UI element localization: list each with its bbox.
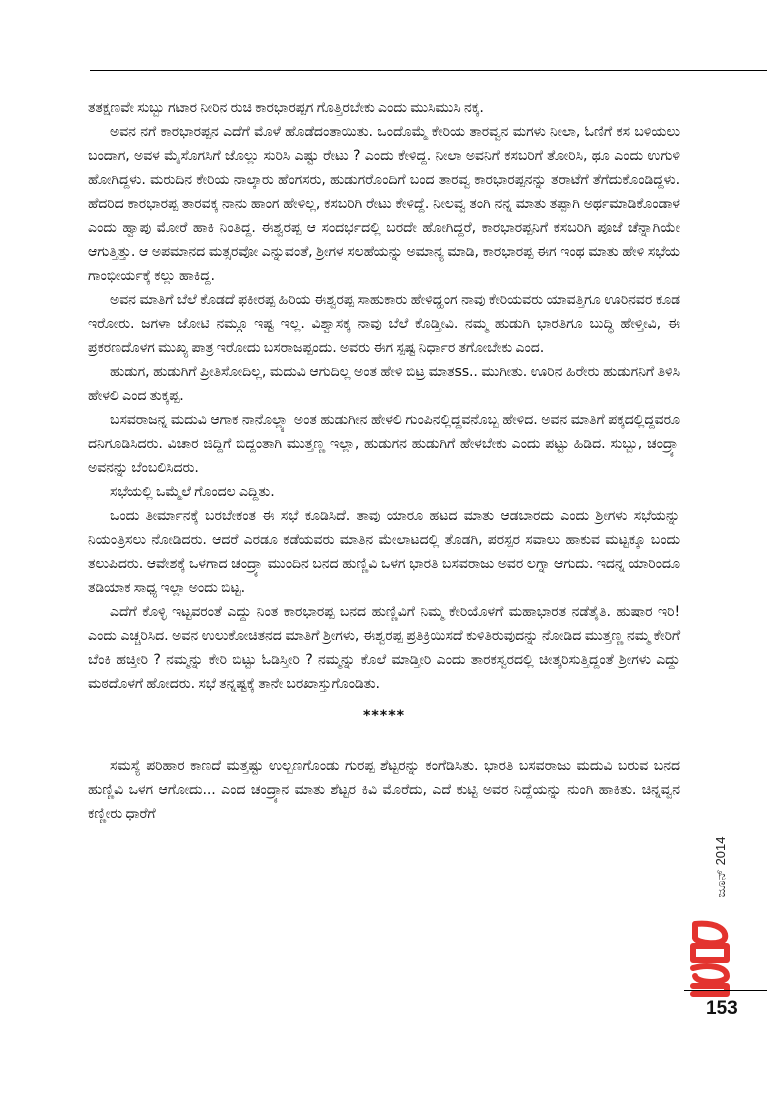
page-number-rule — [684, 990, 767, 991]
paragraph-8: ಎದೆಗೆ ಕೊಳ್ಳಿ ಇಟ್ಟವರಂತೆ ಎದ್ದು ನಿಂತ ಕಾರಭಾರಪ್ಪ ಬನದ ಹುಣ್ಣಿವಿಗೆ ನಿಮ್ಮ ಕೇರಿಯೊಳಗೆ ಮಹಾಭಾರತ ನಡೆತೈತಿ. ಹುಷಾರ ಇರಿ! ಎಂದು ಎಚ್ಚರಿಸಿದ. ಅವನ ಉಲುಕೋಚಿತನದ ಮಾತಿಗೆ ಶ್ರೀಗಳು, ಈಶ್ವರಪ್ಪ ಪ್ರತಿಕ್ರಿಯಿಸದೆ ಕುಳಿತಿರುವುದನ್ನು ನೋಡಿದ ಮುತ್ತಣ್ಣ ನಮ್ಮ ಕೇರಿಗೆ ಬೆಂಕಿ ಹಚ್ತೀರಿ ? ನಮ್ಮನ್ನು ಕೇರಿ ಬಿಟ್ಟು ಓಡಿಸ್ತೀರಿ ? ನಮ್ಮನ್ನು ಕೊಲೆ ಮಾಡ್ತೀರಿ ಎಂದು ತಾರಕಸ್ವರದಲ್ಲಿ ಚೀತ್ಕರಿಸುತ್ತಿದ್ದಂತೆ ಶ್ರೀಗಳು ಎದ್ದು ಮಠದೊಳಗೆ ಹೋದರು. ಸಭೆ ತನ್ನಷ್ಟಕ್ಕೆ ತಾನೇ ಬರಖಾಸ್ತುಗೊಂಡಿತು. — [88, 604, 680, 692]
paragraph-4: ಹುಡುಗ, ಹುಡುಗಿಗೆ ಪ್ರೀತಿಸೋದಿಲ್ಲ, ಮದುವಿ ಆಗುದಿಲ್ಲ ಅಂತ ಹೇಳಿ ಬಿಟ್ರ ಮಾತss.. ಮುಗೀತು. ಊರಿನ ಹಿರೇರು ಹುಡುಗನಿಗೆ ತಿಳಿಸಿ ಹೇಳಲಿ ಎಂದ ತುಕ್ಕಪ್ಪ. — [88, 364, 680, 404]
top-rule — [90, 70, 767, 71]
paragraph-7: ಒಂದು ತೀರ್ಮಾನಕ್ಕೆ ಬರಬೇಕಂತ ಈ ಸಭೆ ಕೂಡಿಸಿದೆ. ತಾವು ಯಾರೂ ಹಟದ ಮಾತು ಆಡಬಾರದು ಎಂದು ಶ್ರೀಗಳು ಸಭೆಯನ್ನು ನಿಯಂತ್ರಿಸಲು ನೋಡಿದರು. ಆದರೆ ಎರಡೂ ಕಡೆಯವರು ಮಾತಿನ ಮೇಲಾಟದಲ್ಲಿ ತೊಡಗಿ, ಪರಸ್ಪರ ಸವಾಲು ಹಾಕುವ ಮಟ್ಟಕ್ಕೂ ಬಂದು ತಲುಪಿದರು. ಆವೇಶಕ್ಕೆ ಒಳಗಾದ ಚಂದ್ರ್ಯಾ ಮುಂದಿನ ಬನದ ಹುಣ್ಣಿವಿ ಒಳಗ ಭಾರತಿ ಬಸವರಾಜು ಅವರ ಲಗ್ನಾ ಆಗುದು. ಇದನ್ನ ಯಾರಿಂದೂ ತಡಿಯಾಕ ಸಾಧ್ಯ ಇಲ್ಲಾ ಅಂದು ಬಿಟ್ಟ. — [88, 508, 680, 596]
magazine-side-strip — [690, 800, 744, 996]
article-body — [88, 96, 680, 826]
paragraph-1: ತತಕ್ಷಣವೇ ಸುಬ್ಬು ಗಟಾರ ನೀರಿನ ರುಚಿ ಕಾರಭಾರಪ್ಪಗ ಗೊತ್ತಿರಬೇಕು ಎಂದು ಮುಸಿಮುಸಿ ನಕ್ಕ. — [88, 100, 484, 116]
page-number: 153 — [706, 998, 738, 1019]
mayura-logo-icon — [687, 920, 733, 998]
issue-date: ಜೂನ್ 2014 — [713, 836, 728, 898]
paragraph-3: ಅವನ ಮಾತಿಗೆ ಬೆಲೆ ಕೊಡದೆ ಫಕೀರಪ್ಪ ಹಿರಿಯ ಈಶ್ವರಪ್ಪ ಸಾಹುಕಾರು ಹೇಳಿದ್ಹಂಗ ನಾವು ಕೇರಿಯವರು ಯಾವತ್ತಿಗೂ ಊರಿನವರ ಕೂಡ ಇರೋರು. ಜಗಳಾ ಜೋಟಿ ನಮ್ಗೂ ಇಷ್ಟ ಇಲ್ಲ. ವಿಶ್ವಾಸಕ್ಕ ನಾವು ಬೆಲೆ ಕೊಡ್ತೀವಿ. ನಮ್ಮ ಹುಡುಗಿ ಭಾರತಿಗೂ ಬುದ್ಧಿ ಹೇಳ್ತೀವಿ, ಈ ಪ್ರಕರಣದೊಳಗ ಮುಖ್ಯ ಪಾತ್ರ ಇರೋದು ಬಸರಾಜಪ್ಪಂದು. ಅವರು ಈಗ ಸ್ಪಷ್ಟ ನಿರ್ಧಾರ ತಗೋಬೇಕು ಎಂದ. — [88, 292, 680, 356]
paragraph-6: ಸಭೆಯಲ್ಲಿ ಒಮ್ಮೆಲೆ ಗೊಂದಲ ಎದ್ದಿತು. — [110, 484, 275, 500]
paragraph-2: ಅವನ ನಗೆ ಕಾರಭಾರಪ್ಪನ ಎದೆಗೆ ಮೊಳೆ ಹೊಡೆದಂತಾಯಿತು. ಒಂದೊಮ್ಮೆ ಕೇರಿಯ ತಾರವ್ವನ ಮಗಳು ನೀಲಾ, ಓಣಿಗೆ ಕಸ ಬಳಿಯಲು ಬಂದಾಗ, ಅವಳ ಮೈಸೊಗಸಿಗೆ ಜೊಲ್ಲು ಸುರಿಸಿ ಎಷ್ಟು ರೇಟು ? ಎಂದು ಕೇಳಿದ್ದ. ನೀಲಾ ಅವನಿಗೆ ಕಸಬರಿಗೆ ತೋರಿಸಿ, ಥೂ ಎಂದು ಉಗುಳಿ ಹೋಗಿದ್ದಳು. ಮರುದಿನ ಕೇರಿಯ ನಾಲ್ಕಾರು ಹೆಂಗಸರು, ಹುಡುಗರೊಂದಿಗೆ ಬಂದ ತಾರವ್ವ ಕಾರಭಾರಪ್ಪನನ್ನು ತರಾಟೆಗೆ ತೆಗೆದುಕೊಂಡಿದ್ದಳು. ಹೆದರಿದ ಕಾರಭಾರಪ್ಪ ತಾರವಕ್ಕ ನಾನು ಹಾಂಗ ಹೇಳಿಲ್ಲ, ಕಸಬರಿಗಿ ರೇಟು ಕೇಳಿದ್ದೆ. ನೀಲವ್ವ ತಂಗಿ ನನ್ನ ಮಾತು ತಪ್ಪಾಗಿ ಅರ್ಥಮಾಡಿಕೊಂಡಾಳ ಎಂದು ಹ್ವಾಪು ಮೋರೆ ಹಾಕಿ ನಿಂತಿದ್ದ. ಈಶ್ವರಪ್ಪ ಆ ಸಂದರ್ಭದಲ್ಲಿ ಬರದೇ ಹೋಗಿದ್ದರೆ, ಕಾರಭಾರಪ್ಪನಿಗೆ ಕಸಬರಿಗಿ ಪೂಜೆ ಚೆನ್ನಾಗಿಯೇ ಆಗುತ್ತಿತ್ತು. ಆ ಅಪಮಾನದ ಮತ್ಸರವೋ ಎನ್ನುವಂತೆ, ಶ್ರೀಗಳ ಸಲಹೆಯನ್ನು ಅಮಾನ್ಯ ಮಾಡಿ, ಕಾರಭಾರಪ್ಪ ಈಗ ಇಂಥ ಮಾತು ಹೇಳಿ ಸಭೆಯ ಗಾಂಭೀರ್ಯಕ್ಕೆ ಕಲ್ಲು ಹಾಕಿದ್ದ. — [88, 124, 680, 284]
paragraph-9: ಸಮಸ್ಯೆ ಪರಿಹಾರ ಕಾಣದೆ ಮತ್ತಷ್ಟು ಉಲ್ಬಣಗೊಂಡು ಗುರಪ್ಪ ಶೆಟ್ಟರನ್ನು ಕಂಗೆಡಿಸಿತು. ಭಾರತಿ ಬಸವರಾಜು ಮದುವಿ ಬರುವ ಬನದ ಹುಣ್ಣಿವಿ ಒಳಗ ಆಗೋದು... ಎಂದ ಚಂದ್ರ್ಯಾನ ಮಾತು ಶೆಟ್ಟರ ಕಿವಿ ಮೊರೆದು, ಎದೆ ಕುಟ್ಟಿ ಅವರ ನಿದ್ದೆಯನ್ನು ನುಂಗಿ ಹಾಕಿತು. ಚಿನ್ನವ್ವನ ಕಣ್ಣೀರು ಧಾರೆಗೆ — [88, 758, 681, 822]
paragraph-5: ಬಸವರಾಜನ್ನ ಮದುವಿ ಆಗಾಕ ನಾನೊಲ್ಲ್ಯಾ ಅಂತ ಹುಡುಗೀನ ಹೇಳಲಿ ಗುಂಪಿನಲ್ಲಿದ್ದವನೊಬ್ಬ ಹೇಳಿದ. ಅವನ ಮಾತಿಗೆ ಪಕ್ಕದಲ್ಲಿದ್ದವರೂ ದನಿಗೂಡಿಸಿದರು. ವಿಚಾರ ಜಿದ್ದಿಗೆ ಬಿದ್ದಂತಾಗಿ ಮುತ್ತಣ್ಣ ಇಲ್ಲಾ, ಹುಡುಗನ ಹುಡುಗಿಗೆ ಹೇಳಬೇಕು ಎಂದು ಪಟ್ಟು ಹಿಡಿದ. ಸುಬ್ಬು, ಚಂದ್ರ್ಯಾ ಅವನನ್ನು ಬೆಂಬಲಿಸಿದರು. — [88, 412, 680, 476]
section-separator: ***** — [362, 708, 406, 724]
